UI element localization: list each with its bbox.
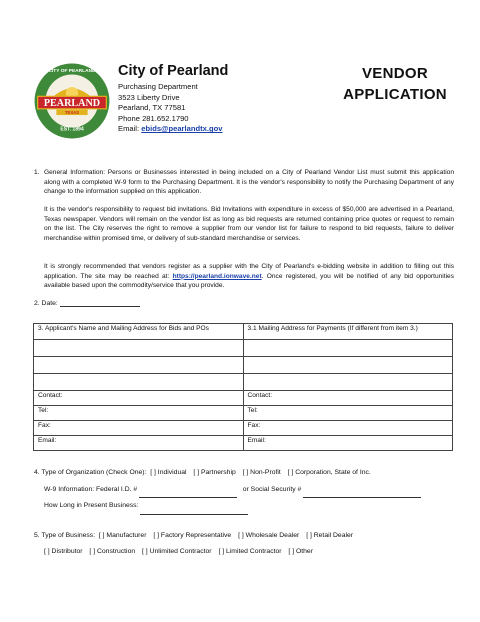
section-1-number: 1.: [34, 169, 40, 176]
org-email-label: Email:: [118, 124, 142, 134]
years-in-business-input-line[interactable]: [140, 506, 248, 515]
applicant-address-field-1[interactable]: [34, 340, 244, 357]
org-dept: Purchasing Department: [118, 82, 198, 91]
org-email-link[interactable]: ebids@pearlandtx.gov: [141, 124, 223, 134]
applicant-fax-field[interactable]: Fax:: [34, 421, 244, 436]
limited-contractor-checkbox[interactable]: [ ] Limited Contractor: [218, 548, 282, 555]
p3-text-after: . Once registered, you will be notified of any bid opportunities available based upon the commodity/service that you provide.: [44, 272, 455, 290]
svg-text:PEARLAND: PEARLAND: [43, 98, 101, 110]
payment-contact-field[interactable]: Contact:: [243, 391, 453, 406]
date-label: 2. Date:: [34, 300, 58, 307]
applicant-address-header: 3. Applicant's Name and Mailing Address for Bids and POs: [34, 324, 244, 340]
years-in-business-label: How Long in Present Business:: [44, 502, 139, 509]
org-type-row: [34, 465, 464, 482]
applicant-email-field[interactable]: Email:: [34, 436, 244, 451]
applicant-tel-field[interactable]: Tel:: [34, 406, 244, 421]
org-name: City of Pearland: [118, 63, 229, 79]
payment-address-field-3[interactable]: [243, 374, 453, 391]
svg-text:EST. 1894: EST. 1894: [60, 126, 84, 133]
wholesale-dealer-checkbox[interactable]: [ ] Wholesale Dealer: [238, 532, 300, 539]
section-1-paragraph-1: General Information: Persons or Businesses interested in being included on a City of Pearland Vendor List must submit this application along with a completed W-9 form to the Purchasing Department. It is the vendor's responsibility to notify the Purchasing Department of any change to the information supplied on this application.: [44, 169, 454, 196]
org-phone: Phone 281.652.1790: [118, 113, 189, 123]
date-field: [34, 298, 140, 307]
construction-checkbox[interactable]: [ ] Construction: [89, 548, 136, 555]
retail-dealer-checkbox[interactable]: [ ] Retail Dealer: [306, 532, 354, 539]
ssn-input-line[interactable]: [303, 489, 421, 498]
org-address-block: [118, 63, 228, 135]
applicant-contact-field[interactable]: Contact:: [34, 391, 244, 406]
section-5-business-type: [34, 528, 464, 560]
org-type-individual-checkbox[interactable]: [ ] Individual: [150, 469, 187, 476]
applicant-address-field-3[interactable]: [34, 374, 244, 391]
title-line-1: VENDOR: [362, 65, 428, 82]
section-1-general-info: [34, 168, 454, 197]
date-input-line[interactable]: [60, 298, 140, 307]
section-4-organization-type: [34, 465, 464, 515]
applicant-address-table: [33, 323, 453, 451]
section-1-paragraph-3: [44, 262, 454, 291]
payment-address-header: 3.1 Mailing Address for Payments (If different from item 3.): [243, 324, 453, 340]
svg-text:TEXAS: TEXAS: [64, 110, 80, 116]
org-type-corporation-checkbox[interactable]: [ ] Corporation, State of Inc.: [287, 469, 371, 476]
unlimited-contractor-checkbox[interactable]: [ ] Unlimited Contractor: [142, 548, 212, 555]
org-street: 3523 Liberty Drive: [118, 92, 180, 102]
payment-email-field[interactable]: Email:: [243, 436, 453, 451]
distributor-checkbox[interactable]: [ ] Distributor: [44, 548, 83, 555]
org-type-partnership-checkbox[interactable]: [ ] Partnership: [193, 469, 236, 476]
business-type-label: 5. Type of Business:: [34, 532, 96, 539]
payment-fax-field[interactable]: Fax:: [243, 421, 453, 436]
federal-id-input-line[interactable]: [139, 489, 237, 498]
p3-text-before: It is strongly recommended that vendors register as a supplier with the City of Pearland's e-bidding website in addition to filling out this application. The site may be reached at:: [44, 263, 454, 280]
city-seal-logo: [33, 62, 111, 140]
federal-id-label: W-9 Information: Federal I.D. #: [44, 485, 138, 493]
document-title: [320, 63, 470, 105]
ebidding-link[interactable]: https://pearland.ionwave.net: [172, 272, 262, 280]
svg-text:CITY OF PEARLAND: CITY OF PEARLAND: [48, 69, 96, 75]
org-type-nonprofit-checkbox[interactable]: [ ] Non-Profit: [242, 469, 281, 476]
section-1-paragraph-2: It is the vendor's responsibility to request bid invitations. Bid Invitations with expenditure in excess of $50,000 are advertised in a Pearland, Texas newspaper. Vendors will remain on the vendor list as long as bid requests are returned containing price quotes or request to remain on the list. The City reserves the right to remove a supplier from our vendor list for failure to respond to bid requests, failure to deliver merchandise within promised time, or delivery of sub-standard merchandise or services.: [44, 206, 454, 242]
org-city: Pearland, TX 77581: [118, 103, 186, 113]
factory-rep-checkbox[interactable]: [ ] Factory Representative: [153, 532, 232, 539]
payment-tel-field[interactable]: Tel:: [243, 406, 453, 421]
org-email-line: [118, 124, 228, 135]
title-line-2: APPLICATION: [343, 86, 447, 103]
payment-address-field-2[interactable]: [243, 357, 453, 374]
payment-address-field-1[interactable]: [243, 340, 453, 357]
org-type-label: 4. Type of Organization (Check One):: [34, 469, 147, 476]
business-type-row-1: [34, 528, 464, 544]
business-type-row-2: [34, 544, 464, 560]
manufacturer-checkbox[interactable]: [ ] Manufacturer: [98, 532, 147, 539]
applicant-address-field-2[interactable]: [34, 357, 244, 374]
ssn-label: or Social Security #: [242, 485, 302, 493]
other-checkbox[interactable]: [ ] Other: [288, 548, 313, 555]
w9-info-row: [34, 482, 464, 499]
years-in-business-row: [34, 498, 464, 515]
